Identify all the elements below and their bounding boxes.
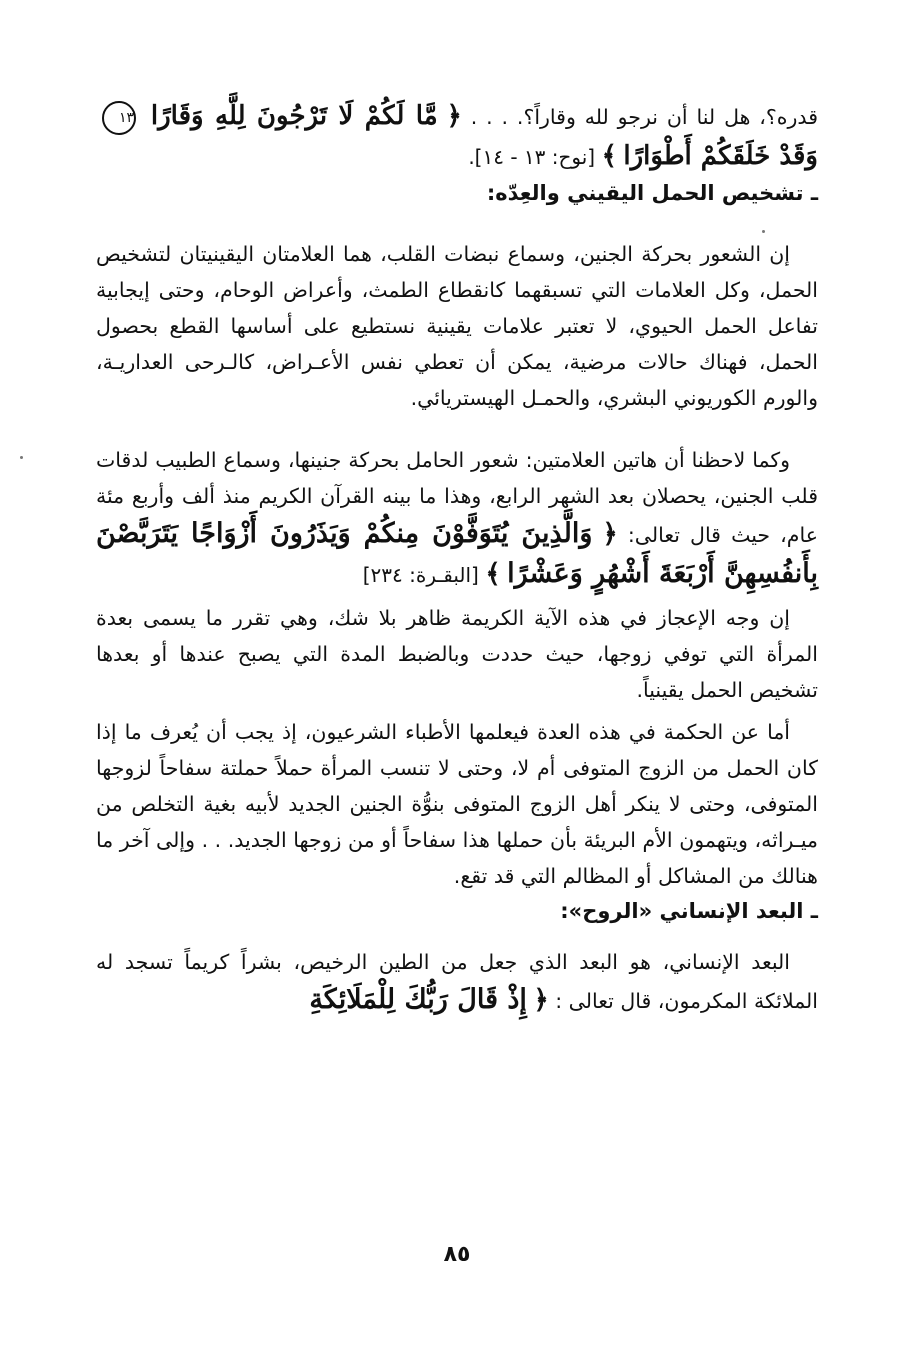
quran-verse-nuh-13: مَّا لَكُمْ لَا تَرْجُونَ لِلَّهِ وَقَارًا bbox=[150, 101, 438, 131]
paragraph-diagnosis-signs: إن الشعور بحركة الجنين، وسماع نبضات القلب، هما العلامتان اليقينيتان لتشخيص الحمل، وكل العلامات التي تسبقهما كانقطاع الطمث، وأعراض الوحام، وحتى إيجابية تفاعل الحمل الحيوي، لا تعتبر علامات يقينية نستطيع على أساسها القطع بحصول الحمل، فهناك حالات مرضية، يمكن أن تعطي نفس الأعـراض، كالـرحى العداريـة، والورم الكوريوني البشري، والحمـل الهيستريائي. bbox=[96, 242, 818, 410]
verse-close-bracket: ﴾ bbox=[485, 559, 501, 589]
section-heading-human-dimension: ـ البعد الإنساني «الروح»: bbox=[560, 899, 818, 923]
page-number: ٨٥ bbox=[443, 1242, 471, 1267]
paragraph-lead: البعد الإنساني، هو البعد الذي جعل من الطين الرخيص، بشراً كريماً تسجد له الملائكة المكرمون، قال تعالى : bbox=[96, 950, 818, 1013]
verse-open-bracket: ﴿ bbox=[446, 101, 462, 131]
section-heading-pregnancy-diagnosis: ـ تشخيص الحمل اليقيني والعِدّه: bbox=[486, 181, 818, 205]
verse-reference: [البقـرة: ٢٣٤] bbox=[362, 563, 479, 587]
scan-speck bbox=[762, 230, 765, 233]
paragraph-lead: وكما لاحظنا أن هاتين العلامتين: شعور الحامل بحركة جنينها، وسماع الطبيب لدقات قلب الجنين، يحصلان بعد الشهر الرابع، وهذا ما بينه القرآن الكريم منذ ألف وأربع مئة عام، حيث قال تعالى: bbox=[96, 448, 818, 547]
verse-open-bracket: ﴿ bbox=[602, 519, 618, 549]
quran-verse-angels: إِذْ قَالَ رَبُّكَ لِلْمَلَائِكَةِ bbox=[309, 984, 527, 1015]
quran-verse-nuh-14: وَقَدْ خَلَقَكُمْ أَطْوَارًا bbox=[623, 141, 818, 171]
scan-speck bbox=[20, 456, 23, 459]
paragraph-wisdom: أما عن الحكمة في هذه العدة فيعلمها الأطباء الشرعيون، إذ يجب أن يُعرف ما إذا كان الحمل من الزوج المتوفى أم لا، وحتى لا تنسب المرأة حملاً حملتة سفاحاً لزوجها المتوفى، وحتى لا ينكر أهل الزوج المتوفى بنوُّة الجنين الجديد لأبيه بغية التخلص من ميـراثه، ويتهمون الأم البريئة بأن حملها هذا سفاحاً أو من زوجها الجديد. . . وإلى آخر ما هنالك من المشاكل أو المظالم التي قد تقع. bbox=[96, 720, 818, 888]
verse-close-bracket: ﴾ bbox=[601, 141, 617, 171]
verse-reference: [نوح: ١٣ - ١٤]. bbox=[468, 145, 596, 169]
book-page bbox=[96, 96, 818, 1312]
opening-paragraph bbox=[96, 96, 818, 176]
paragraph-human-dimension bbox=[96, 944, 818, 1020]
verse-number-marker: ١٣ bbox=[102, 101, 136, 135]
quran-verse-baqara-234: وَالَّذِينَ يُتَوَفَّوْنَ مِنكُمْ وَيَذَرُونَ أَزْوَاجًا يَتَرَبَّصْنَ بِأَنفُسِهِنَّ أَرْبَعَةَ أَشْهُرٍ وَعَشْرًا bbox=[96, 518, 818, 589]
verse-open-bracket: ﴿ bbox=[533, 985, 549, 1015]
paragraph-miracle: إن وجه الإعجاز في هذه الآية الكريمة ظاهر بلا شك، وهي تقرر ما يسمى بعدة المرأة التي توفي زوجها، حيث حددت وبالضبط المدة التي يصبح عندها أو بعدها تشخيص الحمل يقينياً. bbox=[96, 606, 818, 702]
paragraph-quran-reference bbox=[96, 442, 818, 594]
opening-lead: قدره؟، هل لنا أن نرجو لله وقاراً؟. . . . bbox=[470, 105, 818, 129]
